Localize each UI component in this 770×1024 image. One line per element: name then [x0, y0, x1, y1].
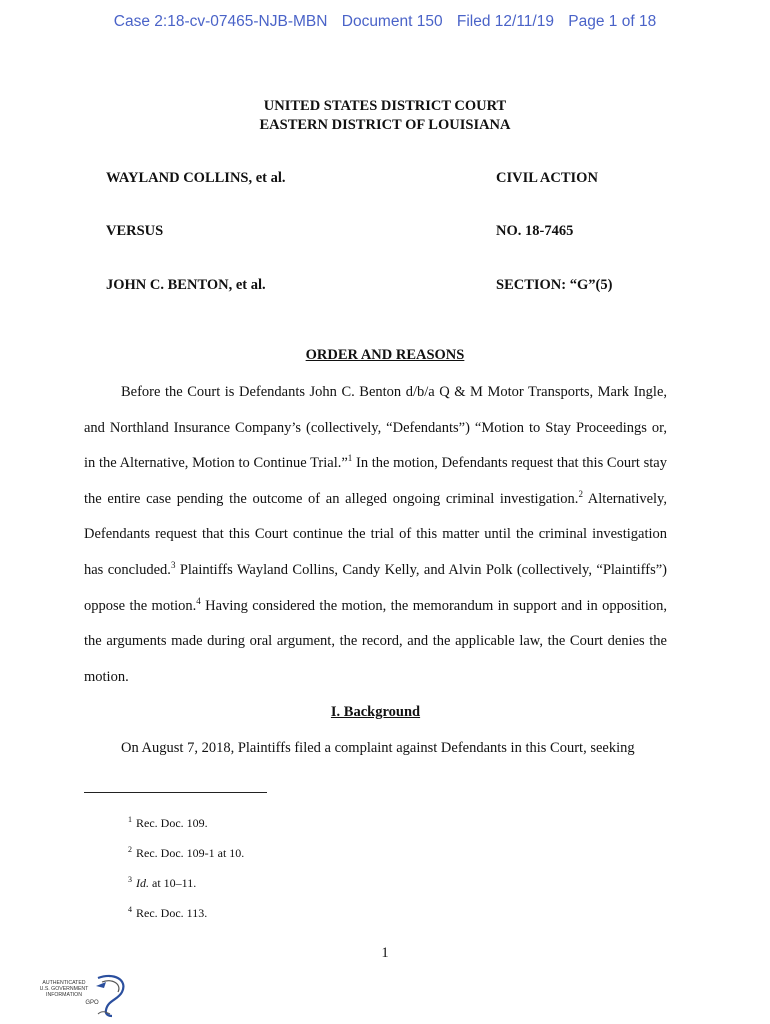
court-heading — [0, 97, 770, 135]
footnote-number: 3 — [128, 875, 132, 884]
gpo-authentication-seal — [36, 970, 132, 1018]
svg-text:INFORMATION: INFORMATION — [46, 992, 82, 998]
footnote — [128, 816, 208, 831]
caption-action-type: CIVIL ACTION — [496, 170, 598, 186]
footnote-ref: 2 — [578, 488, 583, 499]
footnote-number: 4 — [128, 905, 132, 914]
filed-date: Filed 12/11/19 — [456, 13, 554, 30]
paragraph-text: Plaintiffs Wayland Collins, Candy Kelly, and Alvin Polk (collectively, “Plaintiffs”) oppose the motion. — [84, 561, 667, 614]
page-number: 1 — [381, 945, 389, 961]
court-district: EASTERN DISTRICT OF LOUISIANA — [259, 117, 511, 133]
footnote-text: at 10–11. — [149, 876, 197, 890]
footnote-text: Rec. Doc. 109-1 at 10. — [136, 846, 245, 860]
footnote-ref: 4 — [196, 595, 201, 606]
footnote-ref: 3 — [170, 559, 176, 570]
footnote-divider — [84, 792, 267, 793]
body-paragraph — [84, 375, 667, 695]
order-title: ORDER AND REASONS — [305, 347, 465, 363]
case-number: Case 2:18-cv-07465-NJB-MBN — [113, 13, 328, 30]
filing-header — [0, 13, 770, 31]
caption-section: SECTION: “G”(5) — [496, 277, 613, 293]
caption-plaintiff: WAYLAND COLLINS, et al. — [106, 170, 286, 186]
document-number: Document 150 — [341, 13, 443, 30]
footnote-ref: 1 — [347, 453, 353, 464]
footnote-number: 1 — [128, 815, 132, 824]
footnote — [128, 846, 244, 861]
svg-text:AUTHENTICATED: AUTHENTICATED — [42, 980, 86, 986]
svg-text:GPO: GPO — [85, 1000, 99, 1006]
section-heading: I. Background — [330, 704, 421, 721]
caption-versus: VERSUS — [106, 223, 164, 239]
footnote-text: Rec. Doc. 113. — [136, 906, 208, 920]
paragraph-text: Alternatively, Defendants request that this Court continue the trial of this matter until the criminal investigation has concluded. — [84, 490, 667, 578]
svg-text:U.S. GOVERNMENT: U.S. GOVERNMENT — [39, 986, 89, 992]
paragraph-text: In the motion, Defendants request that this Court stay the entire case pending the outcome of an alleged ongoing criminal investigation. — [84, 455, 667, 507]
caption-case-number: NO. 18-7465 — [496, 223, 574, 239]
paragraph-text: Having considered the motion, the memorandum in support and in opposition, the arguments made during oral argument, the record, and the applicable law, the Court denies the motion. — [84, 597, 668, 685]
footnote-citation: Id. — [136, 876, 149, 890]
body-paragraph: On August 7, 2018, Plaintiffs filed a complaint against Defendants in this Court, seeking — [121, 739, 635, 756]
footnote — [128, 906, 207, 921]
footnote-number: 2 — [128, 845, 132, 854]
page-indicator: Page 1 of 18 — [568, 13, 657, 30]
paragraph-text: Before the Court is Defendants John C. Benton d/b/a Q & M Motor Transports, Mark Ingle, and Northland Insurance Company’s (collectively, “Defendants”) “Motion to Stay Proceedings or, in the Alternative, Motion to Continue Trial.” — [84, 384, 667, 472]
court-name: UNITED STATES DISTRICT COURT — [263, 98, 507, 114]
order-body — [84, 375, 667, 767]
footnote-text: Rec. Doc. 109. — [136, 816, 208, 830]
footnote — [128, 876, 196, 891]
caption-defendant: JOHN C. BENTON, et al. — [106, 277, 266, 293]
